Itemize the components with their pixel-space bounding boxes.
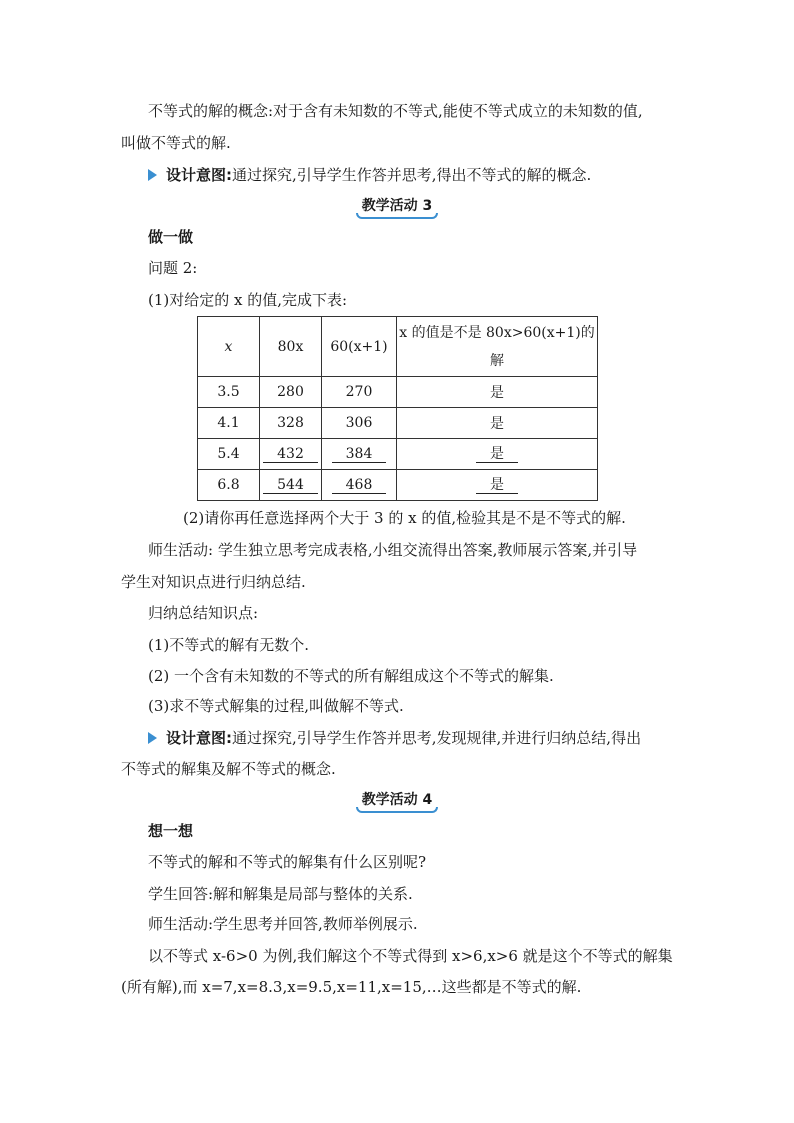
cell-x: 4.1 — [198, 408, 260, 439]
header-x: x — [198, 317, 260, 377]
triangle-bullet-icon — [148, 732, 157, 744]
header-80x: 80x — [260, 317, 322, 377]
activity-4-heading: 教学活动 4 — [0, 789, 794, 813]
student-answer: 学生回答:解和解集是局部与整体的关系. — [148, 885, 413, 903]
design-intent-label: 设计意图: — [166, 166, 232, 184]
cell-answer: 是 — [397, 377, 598, 408]
question-2-part-2: (2)请你再任意选择两个大于 3 的 x 的值,检验其是不是不等式的解. — [183, 509, 626, 527]
design-intent-text: 通过探究,引导学生作答并思考,得出不等式的解的概念. — [232, 166, 592, 184]
question-2-label: 问题 2: — [148, 259, 198, 277]
summary-point-3: (3)求不等式解集的过程,叫做解不等式. — [148, 697, 404, 715]
design-intent-text: 通过探究,引导学生作答并思考,发现规律,并进行归纳总结,得出 — [232, 729, 642, 747]
cell-x: 6.8 — [198, 470, 260, 501]
cell-x: 5.4 — [198, 439, 260, 470]
example-line-2: (所有解),而 x=7,x=8.3,x=9.5,x=11,x=15,…这些都是不等式的解. — [121, 978, 582, 996]
cell-answer: 是 — [397, 439, 598, 470]
cell-60x1: 468 — [322, 470, 397, 501]
design-intent-label: 设计意图: — [166, 729, 232, 747]
cell-80x: 544 — [260, 470, 322, 501]
activity-text-line-1: 师生活动: 学生独立思考完成表格,小组交流得出答案,教师展示答案,并引导 — [148, 541, 638, 559]
cell-x: 3.5 — [198, 377, 260, 408]
design-intent-2 — [148, 728, 641, 748]
cell-60x1: 270 — [322, 377, 397, 408]
activity-3-heading: 教学活动 3 — [0, 195, 794, 219]
triangle-bullet-icon — [148, 169, 157, 181]
question-2-part-1: (1)对给定的 x 的值,完成下表: — [148, 291, 348, 309]
table-row — [198, 439, 598, 470]
section-do-it: 做一做 — [148, 228, 194, 246]
table-header-row — [198, 317, 598, 377]
table-row — [198, 377, 598, 408]
teacher-activity: 师生活动:学生思考并回答,教师举例展示. — [148, 915, 418, 933]
summary-title: 归纳总结知识点: — [148, 604, 259, 622]
cell-80x: 432 — [260, 439, 322, 470]
section-think: 想一想 — [148, 822, 194, 840]
cell-60x1: 384 — [322, 439, 397, 470]
example-line-1: 以不等式 x-6>0 为例,我们解这个不等式得到 x>6,x>6 就是这个不等式的解集 — [148, 947, 673, 965]
cell-answer: 是 — [397, 408, 598, 439]
values-table — [197, 316, 598, 501]
table-row — [198, 470, 598, 501]
cell-60x1: 306 — [322, 408, 397, 439]
table-row — [198, 408, 598, 439]
header-60x1: 60(x+1) — [322, 317, 397, 377]
cell-80x: 328 — [260, 408, 322, 439]
cell-80x: 280 — [260, 377, 322, 408]
activity-text-line-2: 学生对知识点进行归纳总结. — [121, 573, 306, 591]
design-intent-1 — [148, 165, 591, 185]
summary-point-2: (2) 一个含有未知数的不等式的所有解组成这个不等式的解集. — [148, 667, 554, 685]
definition-line-1: 不等式的解的概念:对于含有未知数的不等式,能使不等式成立的未知数的值, — [148, 102, 643, 120]
design-intent-2-line-2: 不等式的解集及解不等式的概念. — [121, 760, 336, 778]
definition-line-2: 叫做不等式的解. — [121, 134, 231, 152]
difference-question: 不等式的解和不等式的解集有什么区别呢? — [148, 853, 427, 871]
summary-point-1: (1)不等式的解有无数个. — [148, 636, 310, 654]
header-is-solution: x 的值是不是 80x>60(x+1)的 解 — [397, 317, 598, 377]
cell-answer: 是 — [397, 470, 598, 501]
